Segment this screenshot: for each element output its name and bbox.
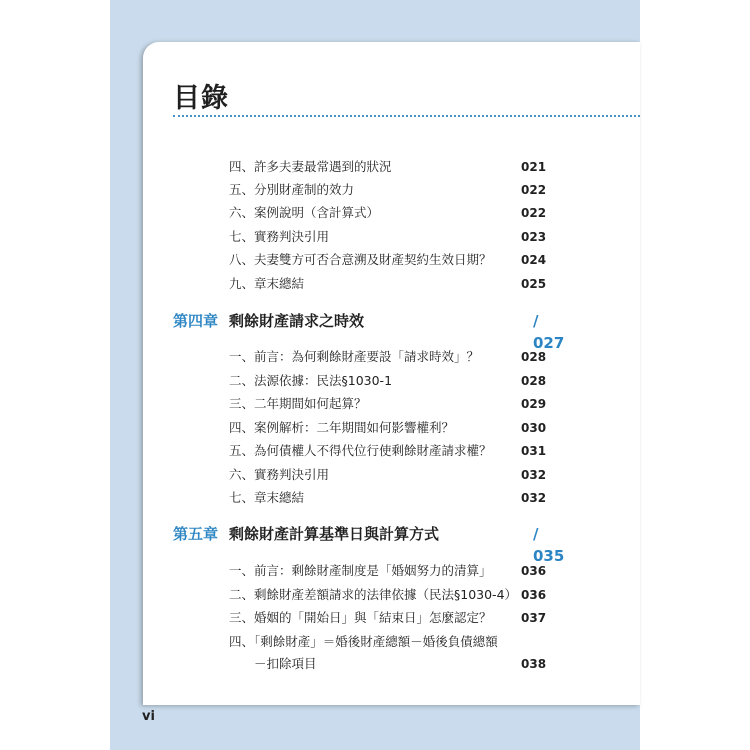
toc-entry-page: 029 — [521, 397, 547, 411]
toc-entry-text: 一、前言：為何剩餘財產要設「請求時效」？ — [229, 349, 480, 364]
toc-entry[interactable] — [229, 584, 547, 606]
page-folio: vi — [142, 709, 155, 724]
chapter-number: 第五章 — [173, 525, 219, 543]
toc-entry-text: 七、實務判決引用 — [229, 229, 330, 244]
toc-entry[interactable] — [229, 393, 547, 415]
toc-entry-text: 六、案例說明（含計算式） — [229, 205, 380, 220]
toc-entry[interactable] — [229, 346, 547, 368]
toc-entry[interactable] — [229, 249, 547, 271]
toc-entry[interactable] — [229, 464, 547, 486]
toc-entry-page: 023 — [521, 230, 547, 244]
toc-entry-text: 二、剩餘財產差額請求的法律依據（民法§1030-4） — [229, 587, 518, 602]
toc-entry-text: 五、分別財產制的效力 — [229, 182, 355, 197]
toc-entry-page: 032 — [521, 491, 547, 505]
toc-entry-page: 025 — [521, 277, 547, 291]
toc-entry-text: 八、夫妻雙方可否合意溯及財產契約生效日期？ — [229, 252, 492, 267]
chapter-page: / 027 — [533, 312, 565, 352]
toc-entry[interactable] — [229, 631, 547, 675]
toc-entry-page: 021 — [521, 160, 547, 174]
chapter-title: 剩餘財產計算基準日與計算方式 — [229, 525, 440, 543]
toc-entry-page: 028 — [521, 374, 547, 388]
toc-entry[interactable] — [229, 202, 547, 224]
toc-entry-page: 038 — [521, 657, 547, 671]
toc-entry-text: 四、許多夫妻最常遇到的狀況 — [229, 159, 392, 174]
toc-entry[interactable] — [229, 487, 547, 509]
toc-entry-text-continued: －扣除項目 — [229, 656, 317, 671]
toc-entry[interactable] — [229, 226, 547, 248]
toc-entry[interactable] — [229, 273, 547, 295]
toc-entry-page: 024 — [521, 253, 547, 267]
toc-entry-text: 一、前言：剩餘財產制度是「婚姻努力的清算」 — [229, 563, 492, 578]
toc-entry[interactable] — [229, 156, 547, 178]
toc-entry-text: 四、案例解析：二年期間如何影響權利？ — [229, 420, 455, 435]
chapter-4-heading[interactable] — [173, 310, 573, 352]
chapter-5-heading[interactable] — [173, 523, 573, 565]
toc-entry[interactable] — [229, 179, 547, 201]
toc-entry-text: 四、「剩餘財產」＝婚後財產總額－婚後負債總額 — [229, 634, 498, 649]
toc-entry-page: 031 — [521, 444, 547, 458]
toc-entry[interactable] — [229, 607, 547, 629]
toc-entry-text: 三、婚姻的「開始日」與「結束日」怎麼認定？ — [229, 610, 492, 625]
toc-entry-page: 022 — [521, 206, 547, 220]
toc-entry-text: 九、章末總結 — [229, 276, 305, 291]
toc-entry[interactable] — [229, 440, 547, 462]
toc-entry-text: 五、為何債權人不得代位行使剩餘財產請求權？ — [229, 443, 492, 458]
chapter-title: 剩餘財產請求之時效 — [229, 312, 365, 330]
toc-entry-page: 022 — [521, 183, 547, 197]
toc-entry-page: 028 — [521, 350, 547, 364]
toc-entry-text: 七、章末總結 — [229, 490, 305, 505]
page-title: 目錄 — [173, 83, 229, 114]
toc-entry-text: 二、法源依據：民法§1030-1 — [229, 373, 393, 388]
toc-entry-page: 030 — [521, 421, 547, 435]
toc-entry-page: 036 — [521, 588, 547, 602]
title-dotted-rule — [173, 115, 640, 117]
toc-entry-page: 032 — [521, 468, 547, 482]
toc-page — [143, 42, 640, 705]
toc-entry-text: 三、二年期間如何起算？ — [229, 396, 367, 411]
toc-entry[interactable] — [229, 417, 547, 439]
toc-entry[interactable] — [229, 560, 547, 582]
chapter-page: / 035 — [533, 525, 565, 565]
toc-entry[interactable] — [229, 370, 547, 392]
toc-entry-page: 037 — [521, 611, 547, 625]
chapter-number: 第四章 — [173, 312, 219, 330]
toc-entry-text: 六、實務判決引用 — [229, 467, 330, 482]
toc-entry-page: 036 — [521, 564, 547, 578]
